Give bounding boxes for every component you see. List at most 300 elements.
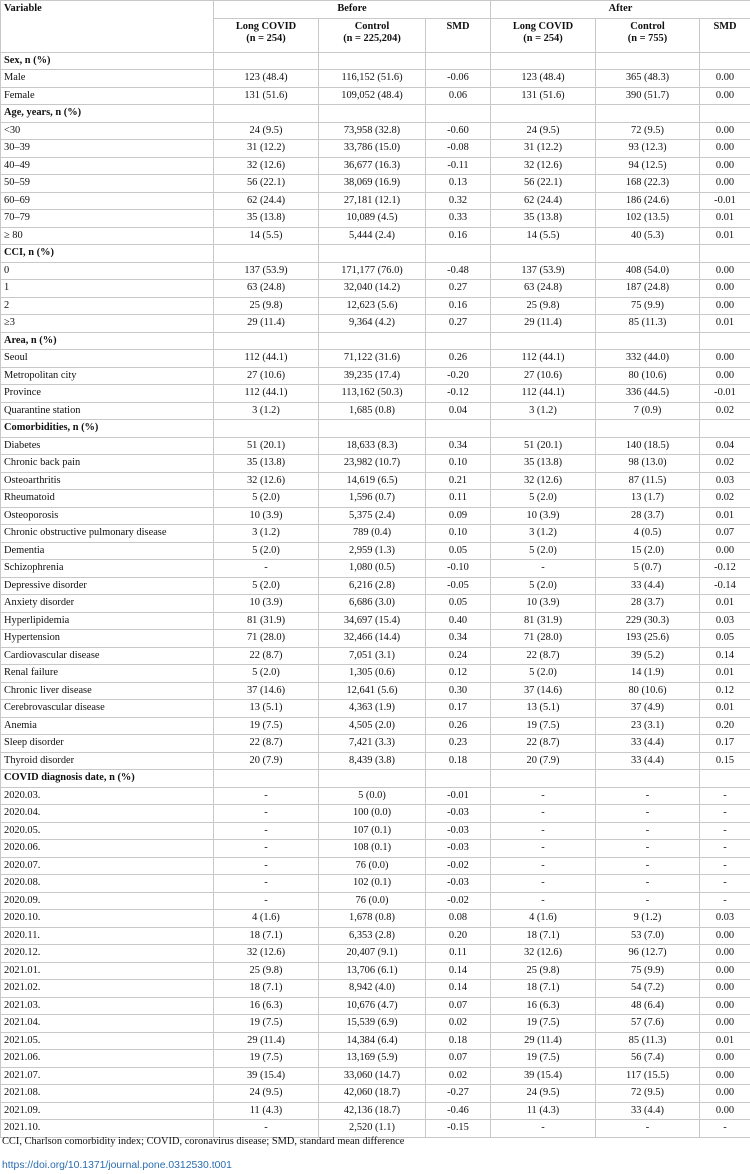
before-control-cell: 2,520 (1.1) <box>319 1120 426 1138</box>
row-label: Hypertension <box>1 630 214 648</box>
empty-cell <box>700 420 750 438</box>
before-control-cell: 4,505 (2.0) <box>319 717 426 735</box>
table-row <box>1 665 750 683</box>
header-sub-line: (n = 225,204) <box>343 32 401 44</box>
header-before: Before <box>214 1 491 19</box>
after-smd-cell: - <box>700 787 750 805</box>
after-control-cell: 9 (1.2) <box>596 910 700 928</box>
after-smd-cell: 0.01 <box>700 315 750 333</box>
table-row <box>1 1032 750 1050</box>
after-long-covid-cell: 25 (9.8) <box>491 962 596 980</box>
after-smd-cell: 0.01 <box>700 1032 750 1050</box>
before-smd-cell: -0.15 <box>426 1120 491 1138</box>
empty-cell <box>491 420 596 438</box>
before-control-cell: 71,122 (31.6) <box>319 350 426 368</box>
after-long-covid-cell: - <box>491 822 596 840</box>
after-control-cell: - <box>596 857 700 875</box>
before-control-cell: 12,623 (5.6) <box>319 297 426 315</box>
before-control-cell: 23,982 (10.7) <box>319 455 426 473</box>
before-long-covid-cell: 51 (20.1) <box>214 437 319 455</box>
before-long-covid-cell: 18 (7.1) <box>214 927 319 945</box>
after-smd-cell: 0.00 <box>700 1015 750 1033</box>
after-control-cell: 72 (9.5) <box>596 1085 700 1103</box>
before-smd-cell: 0.11 <box>426 490 491 508</box>
row-label: 2020.04. <box>1 805 214 823</box>
before-smd-cell: 0.14 <box>426 980 491 998</box>
after-long-covid-cell: 35 (13.8) <box>491 455 596 473</box>
before-long-covid-cell: 25 (9.8) <box>214 962 319 980</box>
after-long-covid-cell: 71 (28.0) <box>491 630 596 648</box>
doi-link[interactable]: https://doi.org/10.1371/journal.pone.0312530.t001 <box>2 1160 232 1171</box>
after-smd-cell: 0.00 <box>700 1067 750 1085</box>
before-long-covid-cell: 24 (9.5) <box>214 122 319 140</box>
after-control-cell: 390 (51.7) <box>596 87 700 105</box>
before-control-cell: 76 (0.0) <box>319 857 426 875</box>
after-control-cell: 98 (13.0) <box>596 455 700 473</box>
row-label: Quarantine station <box>1 402 214 420</box>
row-label: 2020.08. <box>1 875 214 893</box>
after-long-covid-cell: 112 (44.1) <box>491 350 596 368</box>
table-row <box>1 122 750 140</box>
after-long-covid-cell: 27 (10.6) <box>491 367 596 385</box>
before-control-cell: 7,051 (3.1) <box>319 647 426 665</box>
before-smd-cell: -0.06 <box>426 70 491 88</box>
empty-cell <box>700 245 750 263</box>
before-long-covid-cell: 11 (4.3) <box>214 1102 319 1120</box>
after-smd-cell: 0.01 <box>700 227 750 245</box>
after-smd-cell: 0.05 <box>700 630 750 648</box>
after-smd-cell: 0.03 <box>700 910 750 928</box>
before-smd-cell: 0.21 <box>426 472 491 490</box>
after-smd-cell: 0.07 <box>700 525 750 543</box>
empty-cell <box>319 770 426 788</box>
row-label: Metropolitan city <box>1 367 214 385</box>
after-smd-cell: - <box>700 892 750 910</box>
after-control-cell: 117 (15.5) <box>596 1067 700 1085</box>
row-label: Diabetes <box>1 437 214 455</box>
empty-cell <box>214 105 319 123</box>
table-row <box>1 560 750 578</box>
empty-cell <box>596 52 700 70</box>
after-long-covid-cell: 22 (8.7) <box>491 735 596 753</box>
before-control-cell: 76 (0.0) <box>319 892 426 910</box>
empty-cell <box>426 770 491 788</box>
after-long-covid-cell: 29 (11.4) <box>491 1032 596 1050</box>
empty-cell <box>700 52 750 70</box>
after-long-covid-cell: 19 (7.5) <box>491 1015 596 1033</box>
after-smd-cell: 0.00 <box>700 280 750 298</box>
before-control-cell: 108 (0.1) <box>319 840 426 858</box>
before-control-cell: 36,677 (16.3) <box>319 157 426 175</box>
after-long-covid-cell: 32 (12.6) <box>491 945 596 963</box>
after-long-covid-cell: 3 (1.2) <box>491 525 596 543</box>
before-control-cell: 32,040 (14.2) <box>319 280 426 298</box>
after-long-covid-cell: 62 (24.4) <box>491 192 596 210</box>
after-long-covid-cell: 31 (12.2) <box>491 140 596 158</box>
after-smd-cell: 0.00 <box>700 175 750 193</box>
before-long-covid-cell: 137 (53.9) <box>214 262 319 280</box>
empty-cell <box>596 105 700 123</box>
after-control-cell: - <box>596 1120 700 1138</box>
before-smd-cell: 0.12 <box>426 665 491 683</box>
row-label: Anemia <box>1 717 214 735</box>
table-row <box>1 892 750 910</box>
after-long-covid-cell: - <box>491 787 596 805</box>
header-after-long-covid <box>491 18 596 52</box>
before-long-covid-cell: 31 (12.2) <box>214 140 319 158</box>
after-smd-cell: 0.01 <box>700 665 750 683</box>
before-long-covid-cell: 19 (7.5) <box>214 1015 319 1033</box>
before-long-covid-cell: 32 (12.6) <box>214 472 319 490</box>
table-row <box>1 507 750 525</box>
header-sub-line: SMD <box>446 20 470 32</box>
row-label: Chronic obstructive pulmonary disease <box>1 525 214 543</box>
before-long-covid-cell: 22 (8.7) <box>214 735 319 753</box>
after-long-covid-cell: 19 (7.5) <box>491 717 596 735</box>
before-control-cell: 116,152 (51.6) <box>319 70 426 88</box>
after-smd-cell: - <box>700 1120 750 1138</box>
after-long-covid-cell: 10 (3.9) <box>491 595 596 613</box>
table-row <box>1 437 750 455</box>
before-control-cell: 5,444 (2.4) <box>319 227 426 245</box>
after-long-covid-cell: - <box>491 840 596 858</box>
row-label: 2 <box>1 297 214 315</box>
empty-cell <box>491 105 596 123</box>
before-long-covid-cell: 32 (12.6) <box>214 157 319 175</box>
table-row <box>1 910 750 928</box>
after-control-cell: 93 (12.3) <box>596 140 700 158</box>
before-long-covid-cell: 22 (8.7) <box>214 647 319 665</box>
table-row <box>1 140 750 158</box>
after-smd-cell: 0.00 <box>700 980 750 998</box>
row-label: 2020.12. <box>1 945 214 963</box>
row-label: Osteoarthritis <box>1 472 214 490</box>
header-before-control <box>319 18 426 52</box>
after-long-covid-cell: 13 (5.1) <box>491 700 596 718</box>
empty-cell <box>491 245 596 263</box>
table-row <box>1 927 750 945</box>
after-smd-cell: 0.03 <box>700 612 750 630</box>
after-long-covid-cell: 131 (51.6) <box>491 87 596 105</box>
table-row <box>1 787 750 805</box>
after-control-cell: 53 (7.0) <box>596 927 700 945</box>
table-row <box>1 595 750 613</box>
before-long-covid-cell: 5 (2.0) <box>214 490 319 508</box>
before-control-cell: 5 (0.0) <box>319 787 426 805</box>
after-smd-cell: -0.14 <box>700 577 750 595</box>
header-sub-line: Control <box>354 20 390 32</box>
after-control-cell: 80 (10.6) <box>596 682 700 700</box>
before-long-covid-cell: 35 (13.8) <box>214 210 319 228</box>
table-row <box>1 542 750 560</box>
before-control-cell: 8,439 (3.8) <box>319 752 426 770</box>
row-label: 2021.05. <box>1 1032 214 1050</box>
before-control-cell: 13,706 (6.1) <box>319 962 426 980</box>
empty-cell <box>426 52 491 70</box>
after-control-cell: 4 (0.5) <box>596 525 700 543</box>
header-after-control <box>596 18 700 52</box>
before-smd-cell: 0.14 <box>426 962 491 980</box>
table-row <box>1 87 750 105</box>
before-smd-cell: 0.10 <box>426 525 491 543</box>
before-smd-cell: 0.26 <box>426 350 491 368</box>
after-control-cell: 75 (9.9) <box>596 962 700 980</box>
after-control-cell: 56 (7.4) <box>596 1050 700 1068</box>
after-smd-cell: 0.00 <box>700 962 750 980</box>
before-control-cell: 171,177 (76.0) <box>319 262 426 280</box>
before-smd-cell: 0.24 <box>426 647 491 665</box>
before-long-covid-cell: 29 (11.4) <box>214 1032 319 1050</box>
table-row <box>1 210 750 228</box>
before-long-covid-cell: 63 (24.8) <box>214 280 319 298</box>
before-smd-cell: 0.23 <box>426 735 491 753</box>
header-after: After <box>491 1 750 19</box>
after-control-cell: 39 (5.2) <box>596 647 700 665</box>
before-smd-cell: -0.05 <box>426 577 491 595</box>
after-control-cell: 33 (4.4) <box>596 752 700 770</box>
section-row <box>1 245 750 263</box>
after-smd-cell: 0.02 <box>700 402 750 420</box>
header-sub-line: Long COVID <box>235 20 297 32</box>
before-smd-cell: -0.03 <box>426 875 491 893</box>
after-long-covid-cell: 5 (2.0) <box>491 542 596 560</box>
row-label: Female <box>1 87 214 105</box>
row-label: 2021.01. <box>1 962 214 980</box>
row-label: Anxiety disorder <box>1 595 214 613</box>
after-long-covid-cell: 63 (24.8) <box>491 280 596 298</box>
before-control-cell: 33,786 (15.0) <box>319 140 426 158</box>
empty-cell <box>319 105 426 123</box>
before-control-cell: 42,060 (18.7) <box>319 1085 426 1103</box>
table-row <box>1 157 750 175</box>
before-long-covid-cell: 112 (44.1) <box>214 385 319 403</box>
before-control-cell: 32,466 (14.4) <box>319 630 426 648</box>
after-long-covid-cell: 18 (7.1) <box>491 927 596 945</box>
before-smd-cell: 0.07 <box>426 1050 491 1068</box>
empty-cell <box>214 332 319 350</box>
table-row <box>1 647 750 665</box>
table-row <box>1 262 750 280</box>
table-row <box>1 1050 750 1068</box>
after-long-covid-cell: 56 (22.1) <box>491 175 596 193</box>
row-label: 2020.05. <box>1 822 214 840</box>
row-label: 1 <box>1 280 214 298</box>
after-control-cell: 80 (10.6) <box>596 367 700 385</box>
row-label: 2021.07. <box>1 1067 214 1085</box>
before-smd-cell: 0.30 <box>426 682 491 700</box>
table-row <box>1 1015 750 1033</box>
before-smd-cell: -0.11 <box>426 157 491 175</box>
after-control-cell: 37 (4.9) <box>596 700 700 718</box>
after-control-cell: 75 (9.9) <box>596 297 700 315</box>
before-smd-cell: -0.03 <box>426 840 491 858</box>
before-long-covid-cell: 37 (14.6) <box>214 682 319 700</box>
before-smd-cell: 0.08 <box>426 910 491 928</box>
row-label: 2021.09. <box>1 1102 214 1120</box>
after-long-covid-cell: - <box>491 1120 596 1138</box>
table-row <box>1 945 750 963</box>
before-long-covid-cell: 19 (7.5) <box>214 717 319 735</box>
table-row <box>1 840 750 858</box>
before-long-covid-cell: 5 (2.0) <box>214 665 319 683</box>
before-control-cell: 789 (0.4) <box>319 525 426 543</box>
before-smd-cell: 0.34 <box>426 437 491 455</box>
header-before-long-covid <box>214 18 319 52</box>
before-smd-cell: 0.26 <box>426 717 491 735</box>
after-control-cell: - <box>596 822 700 840</box>
after-long-covid-cell: - <box>491 560 596 578</box>
after-control-cell: 28 (3.7) <box>596 507 700 525</box>
before-control-cell: 12,641 (5.6) <box>319 682 426 700</box>
empty-cell <box>214 770 319 788</box>
table-row <box>1 630 750 648</box>
before-control-cell: 27,181 (12.1) <box>319 192 426 210</box>
before-long-covid-cell: 25 (9.8) <box>214 297 319 315</box>
header-sub-line: SMD <box>713 20 737 32</box>
before-smd-cell: 0.27 <box>426 315 491 333</box>
before-long-covid-cell: 10 (3.9) <box>214 507 319 525</box>
table-row <box>1 857 750 875</box>
row-label: Rheumatoid <box>1 490 214 508</box>
after-smd-cell: 0.00 <box>700 297 750 315</box>
after-smd-cell: 0.01 <box>700 700 750 718</box>
table-row <box>1 280 750 298</box>
before-smd-cell: -0.02 <box>426 892 491 910</box>
after-smd-cell: - <box>700 857 750 875</box>
row-label: Seoul <box>1 350 214 368</box>
before-smd-cell: 0.32 <box>426 192 491 210</box>
empty-cell <box>319 245 426 263</box>
row-label: Osteoporosis <box>1 507 214 525</box>
table-row <box>1 175 750 193</box>
before-control-cell: 100 (0.0) <box>319 805 426 823</box>
before-long-covid-cell: 123 (48.4) <box>214 70 319 88</box>
after-control-cell: 14 (1.9) <box>596 665 700 683</box>
before-smd-cell: -0.03 <box>426 805 491 823</box>
section-row <box>1 420 750 438</box>
after-long-covid-cell: 137 (53.9) <box>491 262 596 280</box>
row-label: Schizophrenia <box>1 560 214 578</box>
before-control-cell: 73,958 (32.8) <box>319 122 426 140</box>
before-smd-cell: 0.20 <box>426 927 491 945</box>
after-smd-cell: 0.00 <box>700 1085 750 1103</box>
row-label: <30 <box>1 122 214 140</box>
row-label: ≥3 <box>1 315 214 333</box>
empty-cell <box>491 52 596 70</box>
after-long-covid-cell: 35 (13.8) <box>491 210 596 228</box>
section-row <box>1 105 750 123</box>
after-control-cell: 336 (44.5) <box>596 385 700 403</box>
header-sub-line: (n = 254) <box>523 32 563 44</box>
after-long-covid-cell: 11 (4.3) <box>491 1102 596 1120</box>
empty-cell <box>491 770 596 788</box>
before-control-cell: 6,353 (2.8) <box>319 927 426 945</box>
table-row <box>1 227 750 245</box>
table-row <box>1 997 750 1015</box>
after-control-cell: 15 (2.0) <box>596 542 700 560</box>
before-long-covid-cell: 131 (51.6) <box>214 87 319 105</box>
before-control-cell: 4,363 (1.9) <box>319 700 426 718</box>
row-label: Chronic liver disease <box>1 682 214 700</box>
table-row <box>1 70 750 88</box>
before-long-covid-cell: 24 (9.5) <box>214 1085 319 1103</box>
section-label: Comorbidities, n (%) <box>1 420 214 438</box>
before-long-covid-cell: - <box>214 560 319 578</box>
header-sub-line: Control <box>630 20 665 32</box>
table-row <box>1 385 750 403</box>
before-control-cell: 6,686 (3.0) <box>319 595 426 613</box>
before-long-covid-cell: 14 (5.5) <box>214 227 319 245</box>
header-sub-line: (n = 755) <box>627 32 668 44</box>
after-control-cell: - <box>596 787 700 805</box>
after-long-covid-cell: - <box>491 892 596 910</box>
before-control-cell: 20,407 (9.1) <box>319 945 426 963</box>
section-row <box>1 52 750 70</box>
after-long-covid-cell: 3 (1.2) <box>491 402 596 420</box>
after-smd-cell: 0.00 <box>700 70 750 88</box>
before-control-cell: 15,539 (6.9) <box>319 1015 426 1033</box>
row-label: 2020.03. <box>1 787 214 805</box>
after-control-cell: 332 (44.0) <box>596 350 700 368</box>
before-long-covid-cell: 5 (2.0) <box>214 542 319 560</box>
after-control-cell: 408 (54.0) <box>596 262 700 280</box>
after-control-cell: 33 (4.4) <box>596 735 700 753</box>
table-row <box>1 682 750 700</box>
before-smd-cell: 0.16 <box>426 227 491 245</box>
before-smd-cell: 0.16 <box>426 297 491 315</box>
after-control-cell: 57 (7.6) <box>596 1015 700 1033</box>
table-row <box>1 402 750 420</box>
after-control-cell: 23 (3.1) <box>596 717 700 735</box>
empty-cell <box>700 332 750 350</box>
row-label: 2020.06. <box>1 840 214 858</box>
before-control-cell: 18,633 (8.3) <box>319 437 426 455</box>
before-long-covid-cell: 19 (7.5) <box>214 1050 319 1068</box>
before-control-cell: 1,685 (0.8) <box>319 402 426 420</box>
table-row <box>1 1085 750 1103</box>
before-smd-cell: -0.48 <box>426 262 491 280</box>
row-label: Depressive disorder <box>1 577 214 595</box>
before-long-covid-cell: 35 (13.8) <box>214 455 319 473</box>
before-control-cell: 10,676 (4.7) <box>319 997 426 1015</box>
before-smd-cell: 0.17 <box>426 700 491 718</box>
before-smd-cell: -0.60 <box>426 122 491 140</box>
header-sub-line: Long COVID <box>512 20 574 32</box>
before-long-covid-cell: - <box>214 822 319 840</box>
table-row <box>1 980 750 998</box>
after-control-cell: 40 (5.3) <box>596 227 700 245</box>
before-control-cell: 14,384 (6.4) <box>319 1032 426 1050</box>
table-row <box>1 700 750 718</box>
empty-cell <box>596 770 700 788</box>
before-control-cell: 14,619 (6.5) <box>319 472 426 490</box>
row-label: 2020.10. <box>1 910 214 928</box>
table-row <box>1 525 750 543</box>
after-smd-cell: 0.01 <box>700 210 750 228</box>
row-label: 2021.10. <box>1 1120 214 1138</box>
before-long-covid-cell: 10 (3.9) <box>214 595 319 613</box>
empty-cell <box>596 420 700 438</box>
after-control-cell: 140 (18.5) <box>596 437 700 455</box>
after-control-cell: 48 (6.4) <box>596 997 700 1015</box>
after-control-cell: 102 (13.5) <box>596 210 700 228</box>
after-smd-cell: 0.00 <box>700 997 750 1015</box>
before-smd-cell: -0.20 <box>426 367 491 385</box>
after-smd-cell: 0.20 <box>700 717 750 735</box>
before-long-covid-cell: - <box>214 787 319 805</box>
row-label: Province <box>1 385 214 403</box>
after-long-covid-cell: 24 (9.5) <box>491 1085 596 1103</box>
